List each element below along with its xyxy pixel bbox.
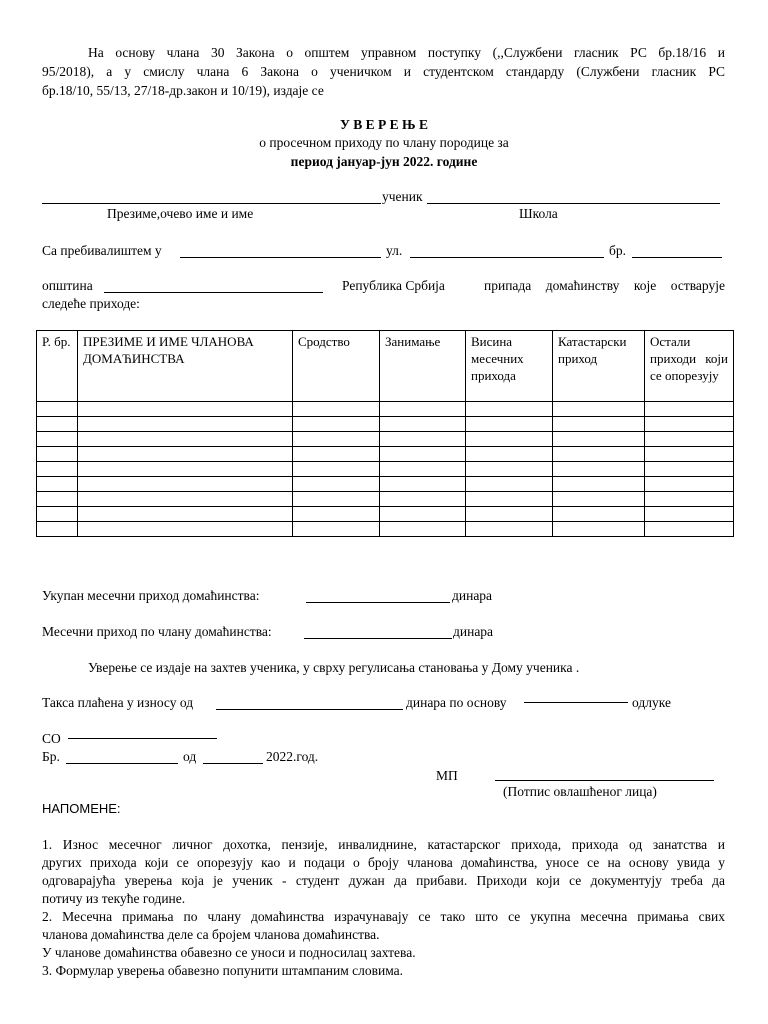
table-cell[interactable] <box>466 447 553 462</box>
table-cell[interactable] <box>553 417 645 432</box>
note-line: У чланове домаћинства обавезно се уноси и подносилац захтева. <box>42 945 416 960</box>
table-cell[interactable] <box>466 432 553 447</box>
table-cell[interactable] <box>645 507 734 522</box>
student-name-field[interactable] <box>42 203 381 204</box>
table-cell[interactable] <box>37 432 78 447</box>
notes-heading: НАПОМЕНЕ: <box>42 801 121 816</box>
header-other-income: Остали приходи који се опорезују <box>645 331 734 402</box>
table-row <box>37 432 734 447</box>
table-cell[interactable] <box>553 432 645 447</box>
br-field[interactable] <box>66 763 178 764</box>
table-cell[interactable] <box>78 492 293 507</box>
table-cell[interactable] <box>380 417 466 432</box>
header-row-number: Р. бр. <box>37 331 78 402</box>
table-cell[interactable] <box>293 522 380 537</box>
table-row <box>37 402 734 417</box>
header-relation: Сродство <box>293 331 380 402</box>
republic-label: Република Србија <box>342 278 445 293</box>
table-cell[interactable] <box>466 462 553 477</box>
signature-field[interactable] <box>495 780 714 781</box>
table-row <box>37 477 734 492</box>
header-cadastral-income: Катастарски приход <box>553 331 645 402</box>
per-member-income-field[interactable] <box>304 638 452 639</box>
note-line: потичу из текуће године. <box>42 891 186 906</box>
table-cell[interactable] <box>553 507 645 522</box>
student-name-caption: Презиме,очево име и име <box>107 206 254 221</box>
date-field[interactable] <box>203 763 263 764</box>
number-label: бр. <box>609 243 626 258</box>
fee-decision-label: одлуке <box>632 695 671 710</box>
table-row <box>37 462 734 477</box>
municipality-field[interactable] <box>104 292 323 293</box>
br-label: Бр. <box>42 749 60 764</box>
table-cell[interactable] <box>293 447 380 462</box>
table-cell[interactable] <box>645 432 734 447</box>
stamp-mp-label: МП <box>436 768 458 783</box>
table-cell[interactable] <box>380 432 466 447</box>
table-cell[interactable] <box>78 522 293 537</box>
household-text: припада домаћинству које остварује <box>484 278 725 293</box>
note-line: других прихода који се опорезују као и подаци о броју чланова домаћинства, уносе се на основу увида у <box>42 855 725 870</box>
income-intro: следеће приходе: <box>42 296 140 311</box>
table-cell[interactable] <box>37 417 78 432</box>
table-cell[interactable] <box>37 492 78 507</box>
table-cell[interactable] <box>466 492 553 507</box>
table-cell[interactable] <box>293 462 380 477</box>
street-label: ул. <box>386 243 403 258</box>
table-cell[interactable] <box>466 507 553 522</box>
header-occupation: Занимање <box>380 331 466 402</box>
table-cell[interactable] <box>466 477 553 492</box>
table-row <box>37 522 734 537</box>
per-member-income-label: Месечни приход по члану домаћинства: <box>42 624 272 639</box>
fee-amount-field[interactable] <box>216 709 403 710</box>
table-header-row <box>37 331 734 402</box>
household-members-table <box>36 330 734 537</box>
table-cell[interactable] <box>78 462 293 477</box>
student-label: ученик <box>382 189 423 204</box>
table-cell[interactable] <box>293 507 380 522</box>
od-label: од <box>183 749 197 764</box>
so-field[interactable] <box>68 738 217 739</box>
table-cell[interactable] <box>37 462 78 477</box>
table-cell[interactable] <box>37 447 78 462</box>
table-cell[interactable] <box>553 477 645 492</box>
intro-line-1: На основу члана 30 Закона о општем управном поступку (,,Службени гласник РС бр.18/16 и <box>88 45 725 60</box>
table-cell[interactable] <box>293 402 380 417</box>
table-cell[interactable] <box>78 477 293 492</box>
table-cell[interactable] <box>645 492 734 507</box>
fee-basis-label: динара по основу <box>406 695 507 710</box>
table-cell[interactable] <box>380 522 466 537</box>
municipality-label: општина <box>42 278 93 293</box>
school-caption: Школа <box>519 206 558 221</box>
intro-line-2: 95/2018), а у смислу члана 6 Закона о ученичком и студентском стандарду (Службени гласник РС <box>42 64 725 79</box>
fee-basis-field[interactable] <box>524 702 628 703</box>
table-cell[interactable] <box>293 432 380 447</box>
table-cell[interactable] <box>553 402 645 417</box>
table-cell[interactable] <box>37 402 78 417</box>
residence-place-field[interactable] <box>180 257 381 258</box>
school-field[interactable] <box>427 203 720 204</box>
table-cell[interactable] <box>37 522 78 537</box>
table-cell[interactable] <box>293 477 380 492</box>
intro-line-3: бр.18/10, 55/13, 27/18-др.закон и 10/19), издаје се <box>42 83 324 98</box>
total-income-currency: динара <box>452 588 493 603</box>
table-cell[interactable] <box>380 507 466 522</box>
table-row <box>37 417 734 432</box>
note-line: 1. Износ месечног личног дохотка, пензије, инвалиднине, катастарског прихода, прихода од занатства и <box>42 837 725 852</box>
table-cell[interactable] <box>645 477 734 492</box>
table-cell[interactable] <box>78 402 293 417</box>
residence-label: Са пребивалиштем у <box>42 243 162 258</box>
table-row <box>37 492 734 507</box>
table-cell[interactable] <box>553 492 645 507</box>
table-cell[interactable] <box>466 417 553 432</box>
table-cell[interactable] <box>380 462 466 477</box>
note-line: одговарајућа уверења која је ученик - студент дужан да прибави. Приходи који се документују треба да <box>42 873 725 888</box>
table-cell[interactable] <box>466 402 553 417</box>
table-cell[interactable] <box>645 417 734 432</box>
fee-label: Такса плаћена у износу од <box>42 695 194 710</box>
table-cell[interactable] <box>553 522 645 537</box>
document-subtitle: о просечном приходу по члану породице за <box>259 135 509 150</box>
table-cell[interactable] <box>380 402 466 417</box>
document-title: У В Е Р Е Њ Е <box>340 117 428 132</box>
purpose-text: Уверење се издаје на захтев ученика, у сврху регулисања становања у Дому ученика . <box>88 660 580 675</box>
table-cell[interactable] <box>78 432 293 447</box>
table-cell[interactable] <box>645 462 734 477</box>
table-cell[interactable] <box>293 492 380 507</box>
table-cell[interactable] <box>645 522 734 537</box>
table-cell[interactable] <box>380 477 466 492</box>
table-cell[interactable] <box>78 507 293 522</box>
table-row <box>37 507 734 522</box>
so-label: СО <box>42 731 61 746</box>
table-cell[interactable] <box>466 522 553 537</box>
note-line: 3. Формулар уверења обавезно попунити штампаним словима. <box>42 963 404 978</box>
table-cell[interactable] <box>553 447 645 462</box>
table-row <box>37 447 734 462</box>
table-cell[interactable] <box>293 417 380 432</box>
table-cell[interactable] <box>78 417 293 432</box>
total-income-label: Укупан месечни приход домаћинства: <box>42 588 260 603</box>
table-cell[interactable] <box>553 462 645 477</box>
per-member-income-currency: динара <box>453 624 494 639</box>
header-monthly-income: Висина месечних прихода <box>466 331 553 402</box>
table-cell[interactable] <box>37 477 78 492</box>
total-income-field[interactable] <box>306 602 450 603</box>
table-cell[interactable] <box>78 447 293 462</box>
year-label: 2022.год. <box>266 749 319 764</box>
signature-caption: (Потпис овлашћеног лица) <box>503 784 657 799</box>
street-field[interactable] <box>410 257 604 258</box>
document-period: период јануар-јун 2022. године <box>290 154 478 169</box>
table-cell[interactable] <box>645 447 734 462</box>
table-cell[interactable] <box>37 507 78 522</box>
table-cell[interactable] <box>380 447 466 462</box>
table-cell[interactable] <box>645 402 734 417</box>
note-line: чланова домаћинства деле са бројем чланова домаћинства. <box>42 927 380 942</box>
street-number-field[interactable] <box>632 257 722 258</box>
note-line: 2. Месечна примања по члану домаћинства израчунавају се тако што се укупна месечна примања свих <box>42 909 725 924</box>
table-cell[interactable] <box>380 492 466 507</box>
header-member-name: ПРЕЗИМЕ И ИМЕ ЧЛАНОВА ДОМАЋИНСТВА <box>78 331 293 402</box>
